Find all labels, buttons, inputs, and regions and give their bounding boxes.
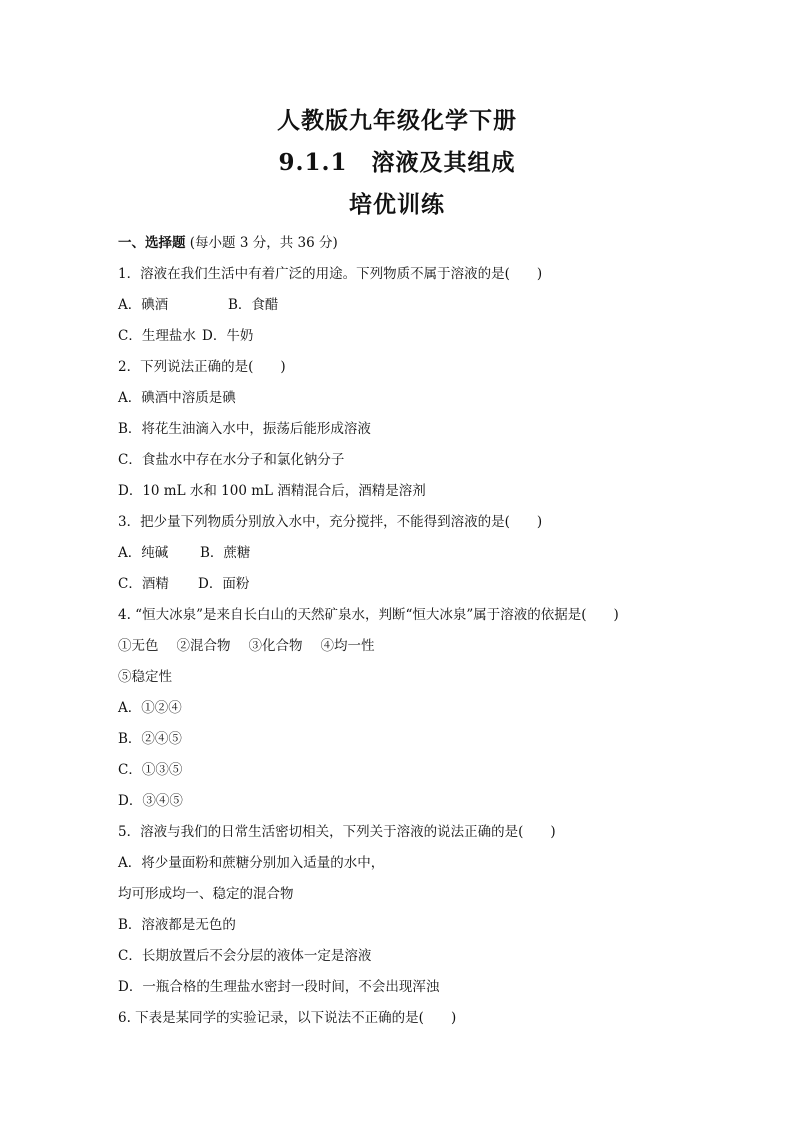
document-title xyxy=(0,100,794,226)
exercise-body xyxy=(118,228,718,1034)
question-5-option-c: C．长期放置后不会分层的液体一定是溶液 xyxy=(118,948,372,964)
question-1-option-a: A．碘酒 xyxy=(118,297,169,313)
question-1-option-b: B．食醋 xyxy=(228,297,279,313)
question-3-stem: 3．把少量下列物质分别放入水中，充分搅拌，不能得到溶液的是( ) xyxy=(118,514,543,530)
question-4-stem: 4. “恒大冰泉”是来自长白山的天然矿泉水，判断“恒大冰泉”属于溶液的依据是( ) xyxy=(118,607,619,623)
question-5-option-d: D．一瓶合格的生理盐水密封一段时间，不会出现浑浊 xyxy=(118,979,440,995)
question-2-option-a: A．碘酒中溶质是碘 xyxy=(118,390,236,406)
question-2-option-b: B．将花生油滴入水中，振荡后能形成溶液 xyxy=(118,421,371,437)
question-2-option-c: C．食盐水中存在水分子和氯化钠分子 xyxy=(118,452,345,468)
question-1-stem: 1．溶液在我们生活中有着广泛的用途。下列物质不属于溶液的是( ) xyxy=(118,266,543,282)
question-3-option-c: C．酒精 xyxy=(118,576,169,592)
question-4-criterion-4: ④均一性 xyxy=(320,638,375,654)
section-title: 一、选择题 xyxy=(118,235,186,251)
question-4-criterion-3: ③化合物 xyxy=(248,638,303,654)
question-3-options-cd xyxy=(118,569,718,600)
question-3-option-b: B．蔗糖 xyxy=(200,545,251,561)
question-1-options-cd xyxy=(118,321,718,352)
question-1-options-ab xyxy=(118,290,718,321)
question-4-criterion-5: ⑤稳定性 xyxy=(118,669,172,685)
question-1-option-d: D．牛奶 xyxy=(202,328,254,344)
question-2-option-d: D．10 mL 水和 100 mL 酒精混合后，酒精是溶剂 xyxy=(118,483,426,499)
question-2-stem: 2．下列说法正确的是( ) xyxy=(118,359,286,375)
question-3-option-d: D．面粉 xyxy=(198,576,250,592)
question-3-option-a: A．纯碱 xyxy=(118,545,169,561)
question-5-option-a: A．将少量面粉和蔗糖分别加入适量的水中， xyxy=(118,855,385,871)
question-4-option-d: D．③④⑤ xyxy=(118,793,183,809)
title-lesson: 9.1.1 溶液及其组成 xyxy=(278,149,516,176)
question-4-option-a: A．①②④ xyxy=(118,700,182,716)
question-5-option-b: B．溶液都是无色的 xyxy=(118,917,236,933)
question-4-criterion-1: ①无色 xyxy=(118,638,159,654)
question-4-criterion-2: ②混合物 xyxy=(176,638,231,654)
question-4-criteria xyxy=(118,631,718,662)
title-textbook: 人教版九年级化学下册 xyxy=(277,107,517,134)
question-5-stem: 5．溶液与我们的日常生活密切相关，下列关于溶液的说法正确的是( ) xyxy=(118,824,556,840)
question-6-stem: 6. 下表是某同学的实验记录，以下说法不正确的是( ) xyxy=(118,1010,457,1026)
question-3-options-ab xyxy=(118,538,718,569)
section-heading xyxy=(118,228,718,259)
question-4-option-b: B．②④⑤ xyxy=(118,731,182,747)
title-training: 培优训练 xyxy=(349,191,445,218)
question-1-option-c: C．生理盐水 xyxy=(118,328,196,344)
question-5-option-a-continued: 均可形成均一、稳定的混合物 xyxy=(118,886,294,902)
question-4-option-c: C．①③⑤ xyxy=(118,762,183,778)
section-note: (每小题 3 分，共 36 分) xyxy=(185,235,338,251)
